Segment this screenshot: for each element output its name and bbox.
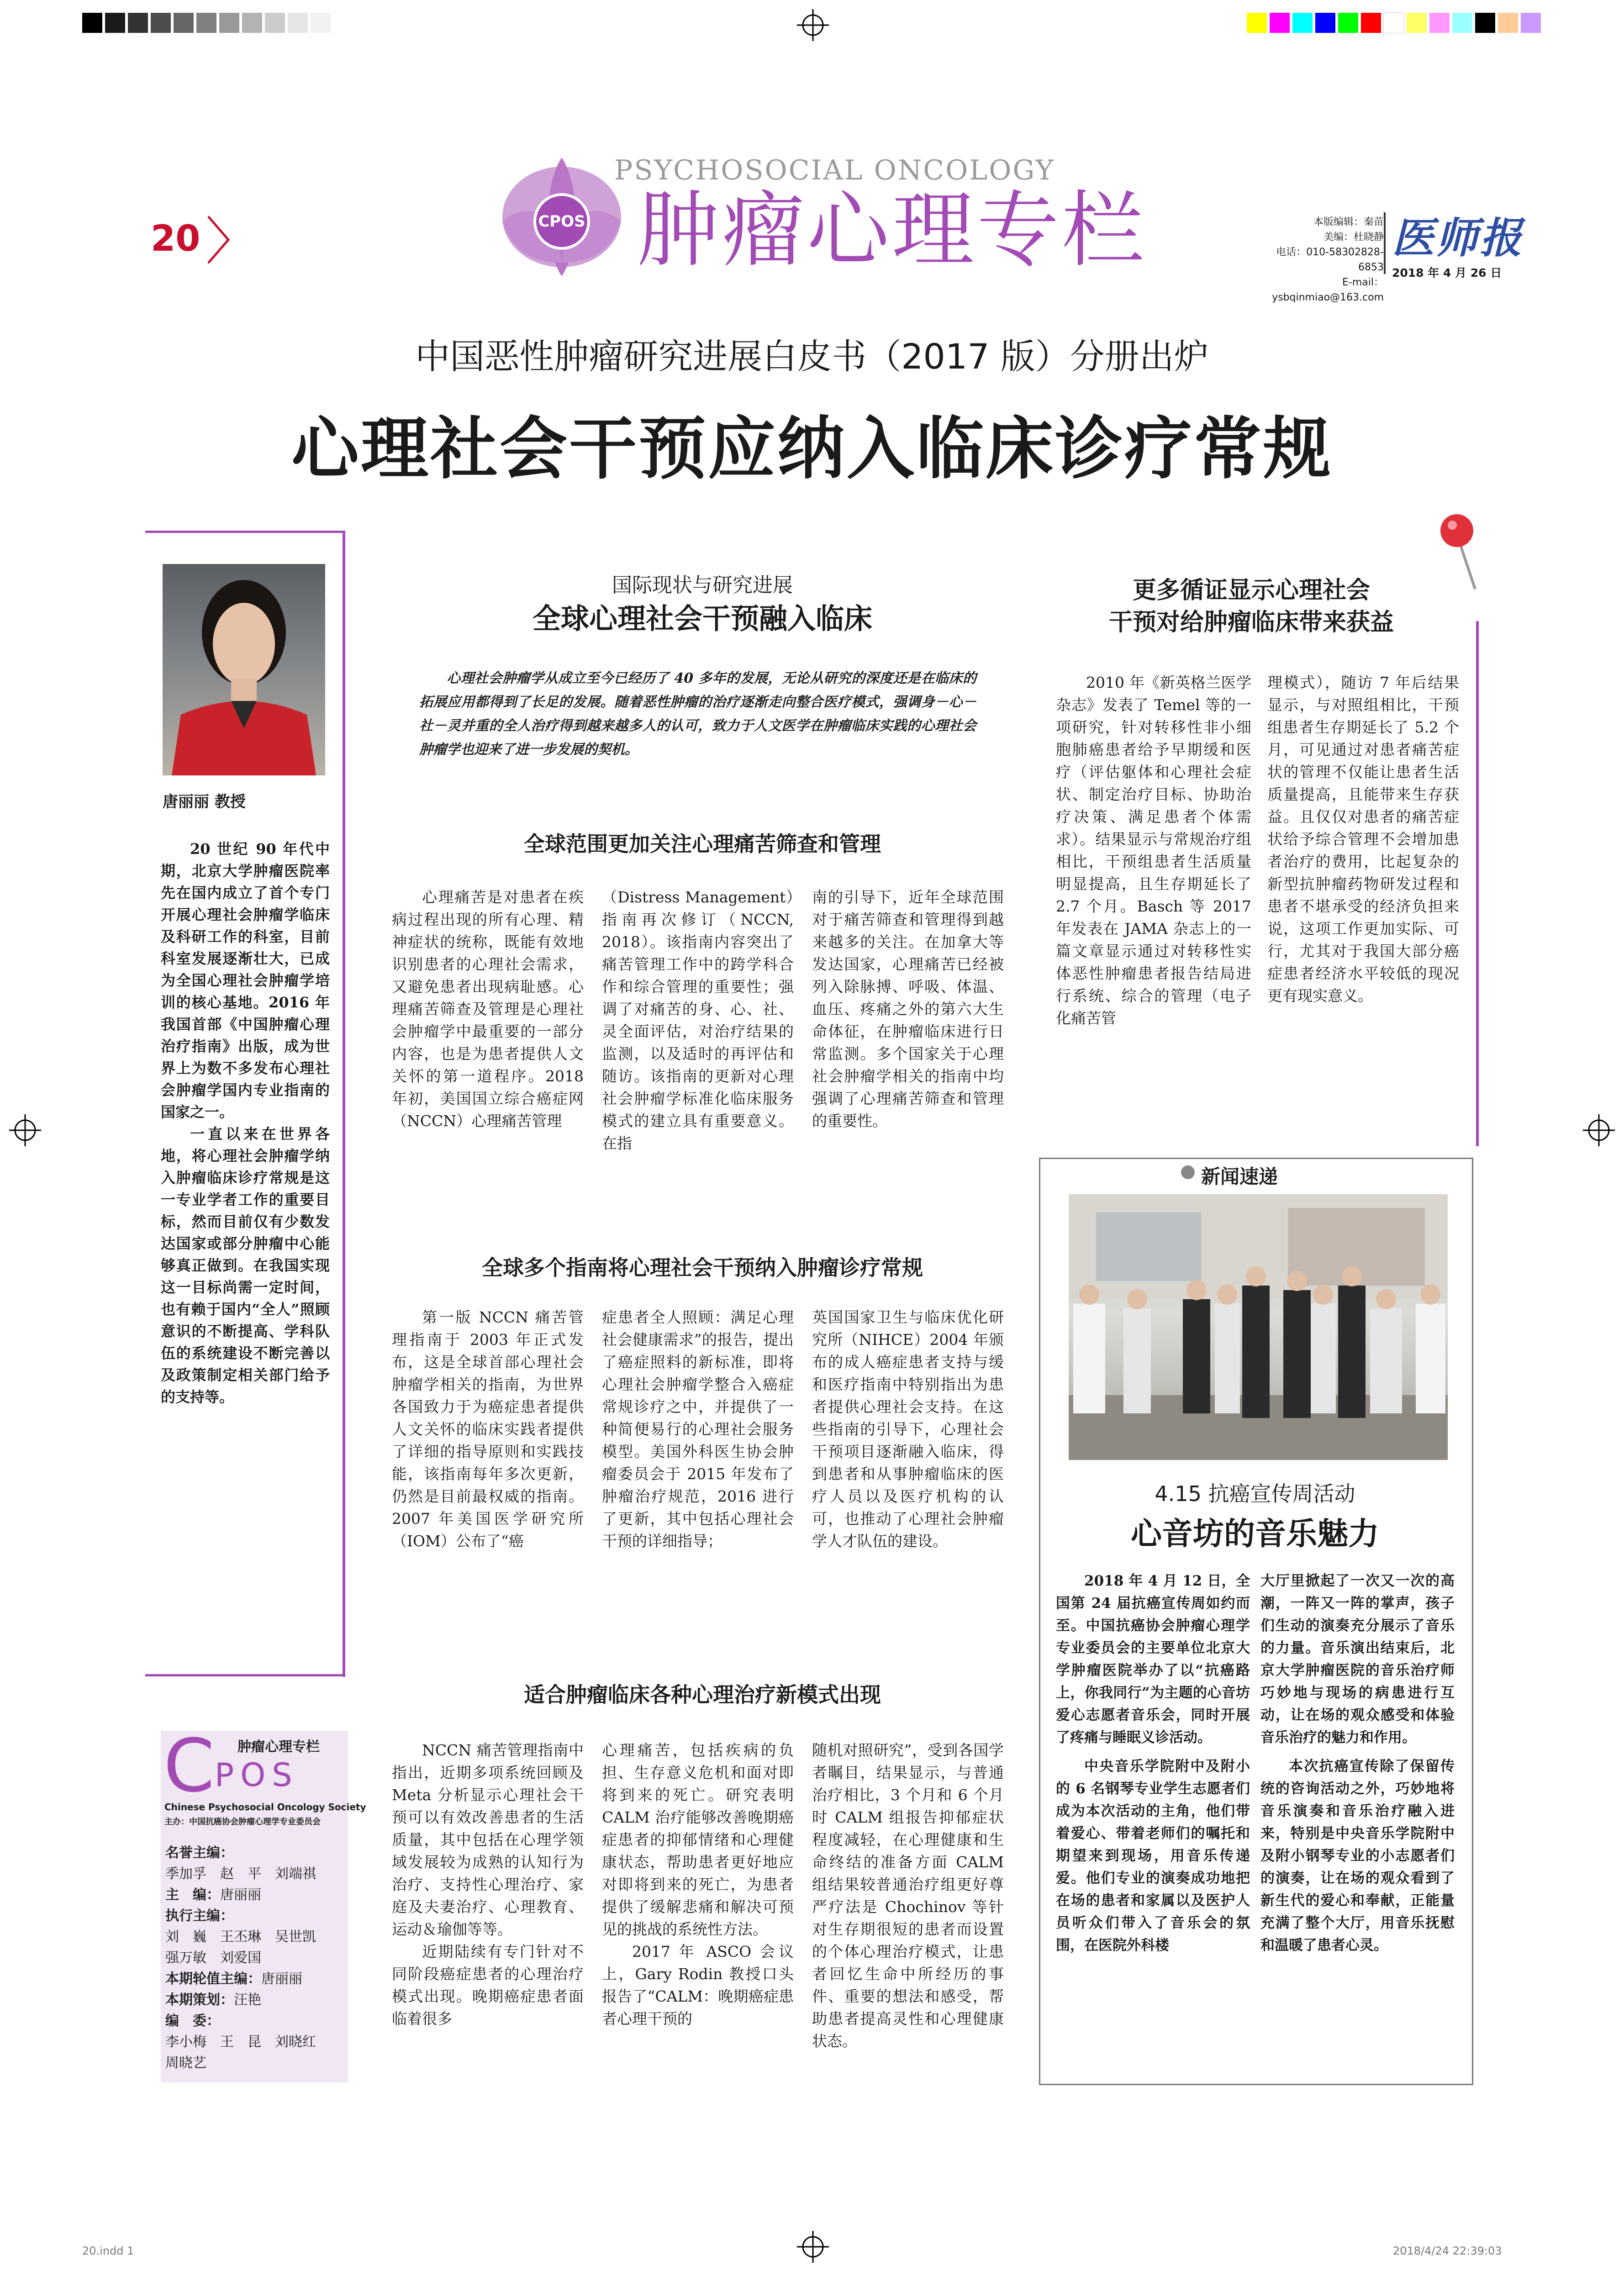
- gray-swatch: [311, 13, 331, 33]
- right-col-2-text: 理模式），随访 7 年后结果显示，与对照组相比，干预组患者生存期延长了 5.2 个月，可见通过对患者痛苦症状的管理不仅能让患者生活质量提高，且能带来生存获益。且仅仅对患者的痛苦症状给予综合管理不会增加患者治疗的费用，比起复杂的新型抗肿瘤药物研发过程和患者不堪承受的经济负担来说，这项工作更加实际、可行，尤其对于我国大部分癌症患者经济水平较低的现况更有现实意义。: [1267, 674, 1459, 1005]
- sub1-col-1: [392, 886, 584, 1132]
- color-swatch: [1315, 13, 1335, 33]
- color-swatch: [1292, 13, 1313, 33]
- credits-row: [165, 2053, 343, 2074]
- footer-timestamp: 2018/4/24 22:39:03: [1393, 2245, 1502, 2257]
- headline-kicker: 中国恶性肿瘤研究进展白皮书（2017 版）分册出炉: [415, 336, 1209, 377]
- sub1-col-1-text: 心理痛苦是对患者在疾病过程出现的所有心理、精神症状的统称，既能有效地识别患者的心理社会需求，又避免患者出现病耻感。心理痛苦筛查及管理是心理社会肿瘤学中最重要的一部分内容，也是为患者提供人文关怀的第一道程序。2018 年初，美国国立综合癌症网（NCCN）心理痛苦管理: [392, 888, 584, 1130]
- news-badge: [1174, 1160, 1334, 1186]
- phone-line: 电话：010-58302828-6853: [1276, 247, 1384, 273]
- news-col-2: [1260, 1570, 1455, 1957]
- credits-list: [165, 1843, 343, 2074]
- news-kicker: 4.15 抗癌宣传周活动: [1155, 1481, 1355, 1506]
- right-col-1-text: 2010 年《新英格兰医学杂志》发表了 Temel 等的一项研究，针对转移性非小细胞肺癌患者给予早期缓和医疗（评估躯体和心理社会症状、制定治疗目标、协助治疗决策、满足患者个体需求）。结果显示与常规治疗组相比，干预组患者生活质量明显提高，且生存期延长了 2.7 个月。Basch 等 2017 年发表在 JAMA 杂志上的一篇文章显示通过对转移性实体恶性肿瘤患者报告结局进行系统、综合的管理（电子化痛苦管: [1056, 674, 1251, 1027]
- registration-mark-left: [9, 1114, 41, 1146]
- sub2-col-2-text: 症患者全人照顾：满足心理社会健康需求”的报告，提出了癌症照料的新标准，即将心理社会肿瘤学整合入癌症常规诊疗之中，并提供了一种简便易行的心理社会服务模型。美国外科医生协会肿瘤委员会于 2015 年发布了肿瘤治疗规范，2016 进行了更新，其中包括心理社会干预的详细指导；: [602, 1308, 794, 1550]
- chevron-right-icon: [205, 215, 232, 267]
- sub2-col-1-text: 第一版 NCCN 痛苦管理指南于 2003 年正式发布，这是全球首部心理社会肿瘤学相关的指南，为世界各国致力于为癌症患者提供人文关怀的临床实践者提供了详细的指导原则和实践技能，该指南每年多次更新，仍然是目前最权威的指南。2007 年美国医学研究所（IOM）公布了“癌: [392, 1308, 584, 1550]
- credits-label: 本期轮值主编：: [165, 1971, 261, 1987]
- news-badge-label: 新闻速递: [1201, 1165, 1278, 1188]
- color-swatch: [1452, 13, 1472, 33]
- editor-info: [1265, 215, 1384, 305]
- sub3-col-2-text-a: 心理痛苦，包括疾病的负担、生存意义危机和面对即将到来的死亡。研究表明 CALM 治疗能够改善晚期癌症患者的抑郁情绪和心理健康状态，帮助患者更好地应对即将到来的死亡，为患者提供了缓解悲痛和解决可预见的挑战的系统性方法。: [602, 1741, 794, 1938]
- column-title: 肿瘤心理专栏: [637, 183, 1147, 278]
- issue-date: 2018 年 4 月 26 日: [1392, 266, 1502, 279]
- sub3-col-2: [602, 1739, 794, 2030]
- credits-logo-c: C: [163, 1723, 215, 1808]
- news-col-1: [1056, 1570, 1250, 1957]
- gray-swatch: [288, 13, 308, 33]
- color-swatch: [1475, 13, 1495, 33]
- credits-names: 汪艳: [234, 1992, 261, 2008]
- cpos-lotus-logo: [493, 148, 630, 285]
- logo-text: CPOS: [538, 212, 585, 231]
- color-swatch: [1429, 13, 1450, 33]
- news-col-2-text-b: 本次抗癌宣传除了保留传统的咨询活动之外，巧妙地将音乐演奏和音乐治疗融入进来，特别是中央音乐学院附中及附小钢琴专业的小志愿者们的演奏，让在场的观众看到了新生代的爱心和奉献，正能量充满了整个大厅，用音乐抚慰和温暖了患者心灵。: [1260, 1758, 1455, 1954]
- sub1-col-3: [812, 886, 1004, 1132]
- gray-swatch: [219, 13, 239, 33]
- masthead-divider: [1384, 212, 1386, 274]
- credits-row: [165, 1843, 343, 1864]
- professor-photo: [163, 564, 325, 775]
- gray-swatch: [174, 13, 194, 33]
- designer-line: 美编：杜晓静: [1323, 232, 1384, 243]
- color-swatch: [1521, 13, 1541, 33]
- credits-row: [165, 1969, 343, 1990]
- credits-row: [165, 1927, 343, 1948]
- section-title: 全球心理社会干预融入临床: [532, 602, 872, 635]
- sidebar-top-rule: [145, 531, 344, 533]
- subheading-3: 适合肿瘤临床各种心理治疗新模式出现: [524, 1682, 881, 1707]
- registration-mark-right: [1583, 1114, 1615, 1146]
- sub2-col-3: [812, 1306, 1004, 1552]
- credits-names: 季加孚 赵 平 刘端祺: [165, 1866, 316, 1882]
- circle-bullet-icon: [1181, 1165, 1195, 1179]
- photo-caption: 唐丽丽 教授: [163, 793, 246, 811]
- credits-logo-word: POS: [215, 1756, 299, 1794]
- right-title-line-2: 干预对给肿瘤临床带来获益: [1108, 609, 1394, 636]
- lead-text: 心理社会肿瘤学从成立至今已经历了 40 多年的发展，无论从研究的深度还是在临床的拓展应用都得到了长足的发展。随着恶性肿瘤的治疗逐渐走向整合医疗模式，强调身－心－社－灵并重的全人治疗得到越来越多人的认可，致力于人文医学在肿瘤临床实践的心理社会肿瘤学也迎来了进一步发展的契机。: [419, 670, 976, 758]
- credits-names: 刘 巍 王丕琳 吴世凯: [165, 1929, 316, 1945]
- credits-row: [165, 2032, 343, 2053]
- sub1-col-3-text: 南的引导下，近年全球范围对于痛苦筛查和管理得到越来越多的关注。在加拿大等发达国家，心理痛苦已经被列入除脉搏、呼吸、体温、血压、疼痛之外的第六大生命体征，在肿瘤临床进行日常监测。多个国家关于心理社会肿瘤学相关的指南中均强调了心理痛苦筛查和管理的重要性。: [812, 888, 1004, 1130]
- credits-row: [165, 1864, 343, 1885]
- credits-row: [165, 1906, 343, 1927]
- credits-label: 主 编：: [165, 1887, 220, 1903]
- credits-row: [165, 1948, 343, 1969]
- news-col-1-text-b: 中央音乐学院附中及附小的 6 名钢琴专业学生志愿者们成为本次活动的主角，他们带着爱心、带着老师们的嘱托和期望来到现场，用音乐传递爱。他们专业的演奏成功地把在场的患者和家属以及医护人员听众们带入了音乐会的氛围，在医院外科楼: [1056, 1758, 1250, 1954]
- sub1-col-2: [602, 886, 794, 1154]
- credits-row: [165, 2011, 343, 2032]
- sub2-col-1: [392, 1306, 584, 1552]
- credits-names: 李小梅 王 昆 刘晓红: [165, 2034, 316, 2050]
- credits-label: 本期策划：: [165, 1992, 234, 2008]
- color-swatch: [1361, 13, 1381, 33]
- section-kicker: 国际现状与研究进展: [612, 574, 793, 597]
- gray-swatch: [105, 13, 125, 33]
- subheading-1: 全球范围更加关注心理痛苦筛查和管理: [524, 832, 881, 856]
- right-title-line-1: 更多循证显示心理社会: [1132, 577, 1370, 604]
- color-swatch: [1384, 13, 1404, 33]
- credits-names: 唐丽丽: [220, 1887, 261, 1903]
- color-calibration-bar: [1247, 13, 1544, 33]
- credits-row: [165, 1990, 343, 2011]
- right-article-rule: [1476, 621, 1479, 1146]
- sub3-col-1-text-a: NCCN 痛苦管理指南中指出，近期多项系统回顾及 Meta 分析显示心理社会干预可以有效改善患者的生活质量，其中包括在心理学领域发展较为成熟的认知行为治疗、支持性心理治疗、家庭及夫妻治疗、心理教育、运动＆瑜伽等等。: [392, 1741, 584, 1938]
- gray-swatch: [242, 13, 262, 33]
- gray-swatch: [151, 13, 171, 33]
- color-swatch: [1270, 13, 1290, 33]
- color-swatch: [1338, 13, 1358, 33]
- right-col-1: [1056, 671, 1251, 1029]
- editor-line: 本版编辑：秦苗: [1313, 216, 1384, 228]
- credits-names: 周晓艺: [165, 2055, 206, 2071]
- sub3-col-2-text-b: 2017 年 ASCO 会议上，Gary Rodin 教授口头报告了“CALM：晚期癌症患者心理干预的: [602, 1943, 794, 2028]
- paper-name-logo: 医师报: [1392, 213, 1524, 263]
- page-number: 20: [151, 218, 200, 259]
- gray-swatch: [128, 13, 148, 33]
- news-group-photo: [1069, 1194, 1448, 1460]
- credits-names: 强万敏 刘爱国: [165, 1950, 261, 1966]
- gray-swatch: [82, 13, 102, 33]
- credits-label: 执行主编：: [165, 1908, 234, 1924]
- gray-swatch: [265, 13, 285, 33]
- color-swatch: [1498, 13, 1518, 33]
- registration-mark-bottom: [797, 2231, 829, 2263]
- sub3-col-3: [812, 1739, 1004, 2052]
- society-english-name: Chinese Psychosocial Oncology Society: [164, 1802, 366, 1813]
- subheading-2: 全球多个指南将心理社会干预纳入肿瘤诊疗常规: [482, 1255, 923, 1280]
- sub2-col-2: [602, 1306, 794, 1552]
- credits-row: [165, 1885, 343, 1906]
- credits-label: 名誉主编：: [165, 1845, 234, 1861]
- sidebar-paragraph-1: 20 世纪 90 年代中期，北京大学肿瘤医院率先在国内成立了首个专门开展心理社会肿瘤学临床及科研工作的科室，目前科室发展逐渐壮大，已成为全国心理社会肿瘤学培训的核心基地。2016 年我国首部《中国肿瘤心理治疗指南》出版，成为世界上为数不多发布心理社会肿瘤学国内专业指南的国家之一。: [161, 840, 330, 1121]
- sidebar-text: [161, 838, 330, 1408]
- news-col-2-text-a: 大厅里掀起了一次又一次的高潮，一阵又一阵的掌声，孩子们生动的演奏充分展示了音乐的力量。音乐演出结束后，北京大学肿瘤医院的音乐治疗师巧妙地与现场的病患进行互动，让在场的观众感受和体验音乐治疗的魅力和作用。: [1260, 1573, 1455, 1746]
- color-swatch: [1247, 13, 1267, 33]
- grayscale-calibration-bar: [82, 13, 333, 33]
- footer-file: 20.indd 1: [82, 2245, 134, 2257]
- lead-paragraph: [419, 667, 976, 762]
- credits-label: 编 委：: [165, 2013, 220, 2029]
- sub3-col-1: [392, 1739, 584, 2030]
- gray-swatch: [196, 13, 216, 33]
- sidebar-bottom-rule: [145, 1674, 345, 1676]
- english-column-title: PSYCHOSOCIAL ONCOLOGY: [614, 154, 1055, 186]
- sub2-col-3-text: 英国国家卫生与临床优化研究所（NIHCE）2004 年颁布的成人癌症患者支持与缓和医疗指南中特别指出为患者提供心理社会支持。在这些指南的引导下，心理社会干预项目逐渐融入临床，得到患者和从事肿瘤临床的医疗人员以及医疗机构的认可，也推动了心理社会肿瘤学人才队伍的建设。: [812, 1308, 1004, 1550]
- news-title: 心音坊的音乐魅力: [1130, 1516, 1379, 1552]
- credits-column-label: 肿瘤心理专栏: [237, 1739, 320, 1755]
- news-col-1-text-a: 2018 年 4 月 12 日，全国第 24 届抗癌宣传周如约而至。中国抗癌协会肿瘤心理学专业委员会的主要单位北京大学肿瘤医院举办了以“抗癌路上，你我同行”为主题的心音坊爱心志愿者音乐会，同时开展了疼痛与睡眠义诊活动。: [1056, 1573, 1250, 1746]
- sidebar-right-rule: [343, 531, 345, 1677]
- sub3-col-3-text: 随机对照研究”，受到各国学者瞩目，结果显示，与普通治疗相比，3 个月和 6 个月时 CALM 组报告抑郁症状程度减轻，在心理健康和生命终结的准备方面 CALM 组结果较普通治疗组更好尊严疗法是 Chochinov 等针对生存期很短的患者而设置的个体心理治疗模式，让患者回忆生命中所经历的事件、重要的想法和感受，帮助患者提高灵性和心理健康状态。: [812, 1741, 1004, 2050]
- right-col-2: [1267, 671, 1459, 1007]
- sub1-col-2-text: （Distress Management）指南再次修订（NCCN, 2018）。该指南内容突出了痛苦管理工作中的跨学科合作和综合管理的重要性；强调了对痛苦的身、心、社、灵全面评估，对治疗结果的监测，以及适时的再评估和随访。该指南的更新对心理社会肿瘤学标准化临床服务模式的建立具有重要意义。在指: [602, 888, 794, 1152]
- registration-mark-top: [797, 9, 829, 41]
- host-line: 主办：中国抗癌协会肿瘤心理学专业委员会: [164, 1817, 321, 1827]
- headline-title: 心理社会干预应纳入临床诊疗常规: [291, 410, 1333, 488]
- email-line: E-mail：ysbqinmiao@163.com: [1272, 277, 1384, 303]
- sidebar-paragraph-2: 一直以来在世界各地，将心理社会肿瘤学纳入肿瘤临床诊疗常规是这一专业学者工作的重要目标，然而目前仅有少数发达国家或部分肿瘤中心能够真正做到。在我国实现这一目标尚需一定时间，也有赖于国内“全人”照顾意识的不断提高、学科队伍的系统建设不断完善以及政策制定相关部门给予的支持等。: [161, 1125, 330, 1406]
- color-swatch: [1407, 13, 1427, 33]
- sub3-col-1-text-b: 近期陆续有专门针对不同阶段癌症患者的心理治疗模式出现。晚期癌症患者面临着很多: [392, 1943, 584, 2028]
- credits-names: 唐丽丽: [261, 1971, 302, 1987]
